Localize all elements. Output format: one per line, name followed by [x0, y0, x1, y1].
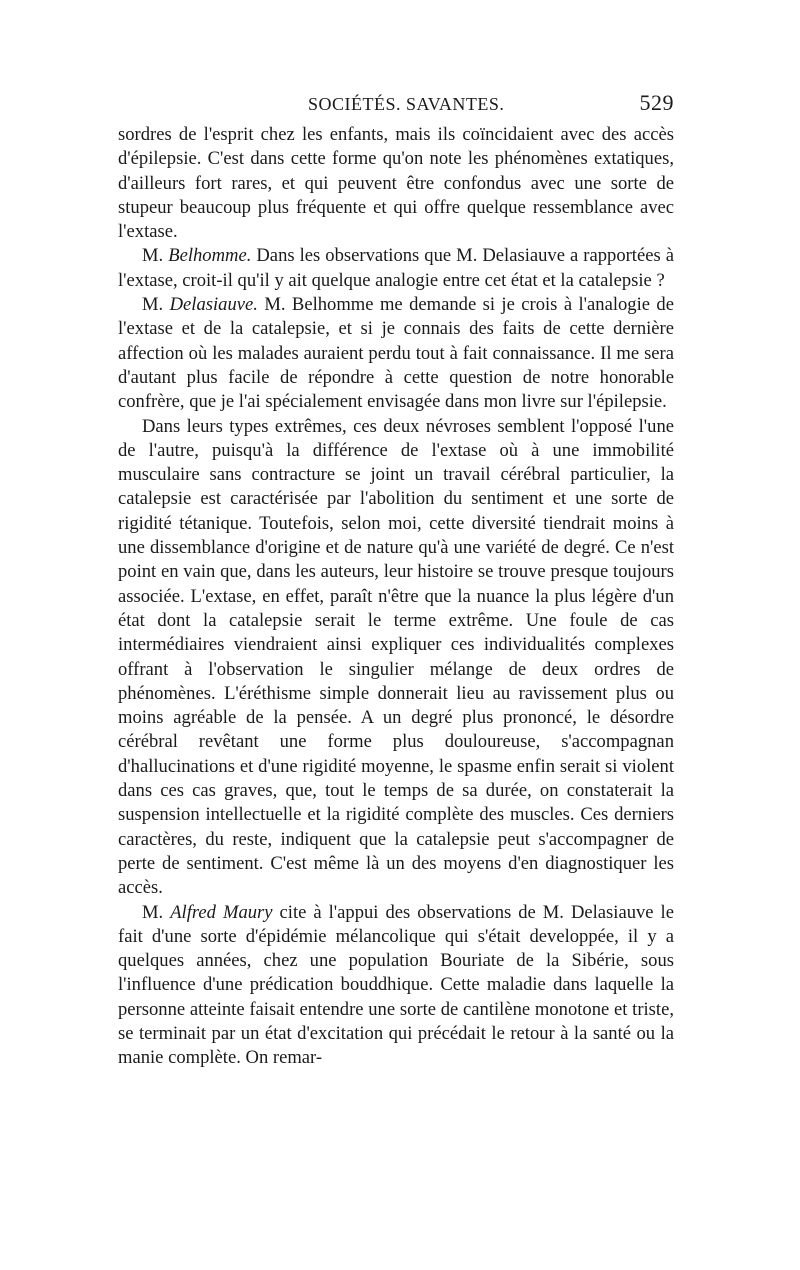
paragraph-text: M. Belhomme me demande si je crois à l'analogie de l'extase et de la catalepsie, et si je connais des faits de cette dernière affection où les malades auraient perdu tout à fait connaissance. Il me sera d'autant plus facile de répondre à cette question de notre honorable confrère, que je l'ai spécialement envisagée dans mon livre sur l'épilepsie.	[118, 294, 674, 413]
paragraph-text: cite à l'appui des observations de M. Delasiauve le fait d'une sorte d'épidémie mélancolique qui s'était developpée, il y a quelques années, chez une population Bouriate de la Sibérie, sous l'influence d'une prédication bouddhique. Cette maladie dans laquelle la personne atteinte faisait entendre une sorte de cantilène monotone et triste, se terminait par un état d'excitation qui précédait le retour à la santé ou la manie complète. On remar-	[118, 901, 674, 1069]
running-header	[118, 86, 674, 122]
speaker-name: Alfred Maury	[170, 901, 273, 923]
speaker-prefix: M.	[142, 294, 170, 316]
paragraph-delasiauve	[118, 293, 674, 414]
paragraph-text: sordres de l'esprit chez les enfants, mais ils coïncidaient avec des accès d'épilepsie. C'est dans cette forme qu'on note les phénomènes extatiques, d'ailleurs fort rares, et qui peuvent être confondus avec une sorte de stupeur beaucoup plus fréquente et qui offre quelque ressemblance avec l'extase.	[118, 124, 674, 243]
paragraph-text: Dans leurs types extrêmes, ces deux névroses semblent l'opposé l'une de l'autre, puisqu'à la différence de l'extase où à une immobilité musculaire sans contracture se joint un travail cérébral particulier, la catalepsie est caractérisée par l'abolition du sentiment et une sorte de rigidité tétanique. Toutefois, selon moi, cette diversité tiendrait moins à une dissemblance d'origine et de nature qu'à une variété de degré. Ce n'est point en vain que, dans les auteurs, leur histoire se trouve presque toujours associée. L'extase, en effet, paraît n'être que la nuance la plus légère d'un état dont la catalepsie serait le terme extrême. Une foule de cas intermédiaires viendraient ainsi expliquer ces individualités complexes offrant à l'observation le singulier mélange de deux ordres de phénomènes. L'éréthisme simple donnerait lieu au ravissement plus ou moins agréable de la pensée. A un degré plus prononcé, le désordre cérébral revêtant une forme plus douloureuse, s'accompagnan d'hallucinations et d'une rigidité moyenne, le spasme enfin serait si violent dans ces cas graves, que, tout le temps de sa durée, on constaterait la suspension intellectuelle et la rigidité complète des muscles. Ces derniers caractères, du reste, indiquent que la catalepsie peut s'accompagner de perte de sentiment. C'est même là un des moyens d'en diagnostiquer les accès.	[118, 415, 674, 899]
paragraph-maury	[118, 901, 674, 1071]
body-text	[118, 123, 674, 1071]
paragraph-types-extremes	[118, 415, 674, 901]
paragraph-text: Dans les observations que M. Delasiauve a rapportées à l'extase, croit-il qu'il y ait quelque analogie entre cet état et la catalepsie ?	[118, 245, 674, 291]
speaker-prefix: M.	[142, 245, 169, 267]
speaker-name: Belhomme.	[168, 245, 252, 267]
paragraph-continuation	[118, 123, 674, 244]
paragraph-belhomme	[118, 244, 674, 293]
speaker-name: Delasiauve.	[169, 294, 258, 316]
running-title: SOCIÉTÉS. SAVANTES.	[308, 94, 505, 114]
page-number: 529	[639, 90, 674, 115]
book-page	[118, 86, 674, 1071]
speaker-prefix: M.	[142, 901, 171, 923]
